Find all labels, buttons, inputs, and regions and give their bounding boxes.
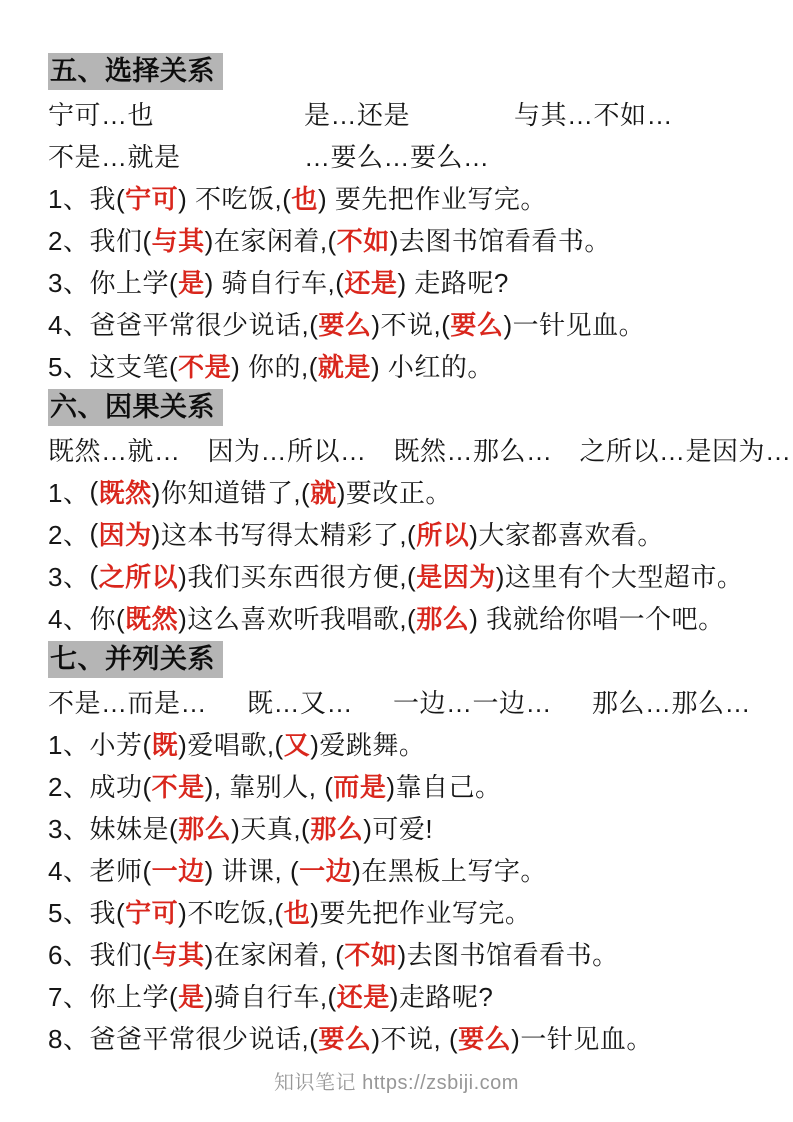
watermark [0, 1066, 793, 1095]
sentence-text-segment: )靠自己。 [386, 771, 502, 802]
sentence-text-segment: )不说,( [371, 309, 451, 340]
sentence [48, 302, 747, 344]
connective-pattern: 不是…就是 [48, 141, 181, 172]
sentence-number: 3、 [48, 561, 90, 592]
sentence-text-segment: ) 走路呢? [397, 267, 509, 298]
sentence [48, 596, 747, 638]
sentence [48, 1016, 747, 1058]
highlighted-word: 既然 [125, 603, 179, 634]
sentence-text-segment: 你上学( [89, 981, 179, 1012]
sentence [48, 848, 747, 890]
highlighted-word: 还是 [336, 981, 390, 1012]
sentence-text-segment: ) 我就给你唱一个吧。 [469, 603, 725, 634]
sentence-text-segment: 这支笔( [89, 351, 179, 382]
sentence-text-segment: ), 靠别人, ( [204, 771, 334, 802]
sentence-text-segment: )要改正。 [336, 477, 452, 508]
sentence [48, 176, 747, 218]
connective-row [48, 428, 792, 470]
sentence-text-segment: 我们( [89, 939, 152, 970]
sentence-text-segment: )不说, ( [371, 1023, 459, 1054]
sentence-text-segment: 我( [89, 897, 126, 928]
section-seven [48, 638, 752, 1058]
watermark-text: 知识笔记 https://zsbiji.com [274, 1072, 519, 1094]
highlighted-word: 与其 [151, 939, 205, 970]
sentence-text-segment: )在家闲着,( [204, 225, 337, 256]
highlighted-word: 是 [178, 267, 205, 298]
sentence-text-segment: )这本书写得太精彩了,( [151, 519, 417, 550]
sentence-text-segment: )一针见血。 [503, 309, 646, 340]
sentence [48, 932, 747, 974]
highlighted-word: 要么 [450, 309, 504, 340]
sentence-text-segment: 我( [89, 183, 126, 214]
sentence-text-segment: )走路呢? [389, 981, 494, 1012]
sentence-number: 4、 [48, 855, 90, 886]
highlighted-word: 既 [151, 729, 179, 760]
sentence-text-segment: )爱唱歌,( [178, 729, 284, 760]
sentence-text-segment: )我们买东西很方便,( [178, 561, 417, 592]
sentence-number: 2、 [48, 225, 90, 256]
highlighted-word: 也 [291, 183, 318, 214]
highlighted-word: 宁可 [125, 183, 179, 214]
highlighted-word: 之所以 [98, 561, 179, 592]
connective-pattern: 既然…那么… [393, 435, 553, 466]
sentence [48, 806, 747, 848]
sentence [48, 974, 747, 1016]
connective-pattern: 既…又… [247, 687, 354, 718]
highlighted-word: 就 [310, 477, 337, 508]
sentence-text-segment: ) 不吃饭,( [178, 183, 292, 214]
sentence [48, 890, 747, 932]
sentence-text-segment: ( [89, 559, 99, 590]
sentence-number: 6、 [48, 939, 90, 970]
sentence-text-segment: )这里有个大型超市。 [495, 561, 744, 592]
sentence-text-segment: )不吃饭,( [178, 897, 284, 928]
sentence-number: 8、 [48, 1023, 90, 1054]
highlighted-word: 因为 [98, 519, 152, 550]
sentence-text-segment: ) 讲课, ( [204, 855, 300, 886]
sentence-text-segment: 爸爸平常很少说话,( [89, 1023, 319, 1054]
sentence-text-segment: )可爱! [363, 813, 434, 844]
sentence-text-segment: ) 你的,( [231, 351, 318, 382]
connective-row [48, 680, 752, 722]
connective-pattern: …要么…要么… [304, 141, 490, 172]
connective-pattern: 那么…那么… [592, 687, 752, 718]
sentence-text-segment: )去图书馆看看书。 [397, 939, 619, 970]
sentence-number: 2、 [48, 519, 90, 550]
highlighted-word: 要么 [318, 1023, 372, 1054]
sentence-text-segment: 小芳( [89, 729, 152, 760]
section-title-row [48, 638, 747, 680]
sentence-text-segment: )要先把作业写完。 [310, 897, 532, 928]
highlighted-word: 一边 [151, 855, 205, 886]
connective-pattern: 因为…所以… [207, 435, 367, 466]
sentence-text-segment: )爱跳舞。 [310, 729, 426, 760]
sentence-text-segment: ( [89, 517, 99, 548]
connective-row [48, 92, 747, 134]
highlighted-word: 还是 [344, 267, 398, 298]
section-title: 五、选择关系 [48, 53, 223, 90]
section-title: 六、因果关系 [48, 389, 223, 426]
highlighted-word: 那么 [310, 813, 364, 844]
sentence [48, 512, 747, 554]
sentence-number: 4、 [48, 309, 90, 340]
section-five [48, 50, 747, 386]
sentence-number: 1、 [48, 183, 90, 214]
sentence-text-segment: )大家都喜欢看。 [469, 519, 664, 550]
highlighted-word: 又 [283, 729, 311, 760]
highlighted-word: 不是 [151, 771, 205, 802]
sentence-text-segment: 成功( [89, 771, 152, 802]
sentence-text-segment: )在家闲着, ( [204, 939, 345, 970]
sentence-text-segment: ( [89, 475, 99, 506]
sentence-number: 2、 [48, 771, 90, 802]
sentence [48, 218, 747, 260]
highlighted-word: 不如 [344, 939, 398, 970]
connective-pattern: 既然…就… [48, 435, 181, 466]
connective-pattern: 不是…而是… [48, 687, 208, 718]
connective-pattern: 之所以…是因为… [579, 435, 792, 466]
highlighted-word: 不如 [336, 225, 390, 256]
highlighted-word: 一边 [299, 855, 353, 886]
sentence [48, 470, 747, 512]
sentence-text-segment: )天真,( [231, 813, 311, 844]
highlighted-word: 与其 [151, 225, 205, 256]
sentence-text-segment: )你知道错了,( [151, 477, 311, 508]
sentence-number: 1、 [48, 477, 90, 508]
connective-pattern: 是…还是 [304, 99, 411, 130]
sentence-text-segment: 你上学( [89, 267, 179, 298]
sentence [48, 764, 747, 806]
sentence-number: 5、 [48, 897, 90, 928]
highlighted-word: 也 [283, 897, 311, 928]
sentence [48, 554, 747, 596]
connective-row [48, 134, 747, 176]
sentence-text-segment: 爸爸平常很少说话,( [89, 309, 319, 340]
connective-pattern: 与其…不如… [514, 99, 674, 130]
sentence-text-segment: )这么喜欢听我唱歌,( [178, 603, 417, 634]
highlighted-word: 所以 [416, 519, 470, 550]
sentence-number: 4、 [48, 603, 90, 634]
sentence-number: 1、 [48, 729, 90, 760]
section-six [48, 386, 792, 638]
sections-container [48, 50, 792, 1058]
section-title: 七、并列关系 [48, 641, 223, 678]
highlighted-word: 就是 [317, 351, 371, 382]
highlighted-word: 不是 [178, 351, 232, 382]
section-title-row [48, 386, 747, 428]
sentence-number: 7、 [48, 981, 90, 1012]
section-title-row [48, 50, 747, 92]
highlighted-word: 既然 [98, 477, 152, 508]
highlighted-word: 那么 [416, 603, 470, 634]
sentence-text-segment: 老师( [89, 855, 152, 886]
sentence-text-segment: )在黑板上写字。 [352, 855, 547, 886]
sentence-number: 3、 [48, 267, 90, 298]
sentence-text-segment: )去图书馆看看书。 [389, 225, 611, 256]
sentence-text-segment: ) 骑自行车,( [204, 267, 345, 298]
sentence-text-segment: ) 要先把作业写完。 [317, 183, 547, 214]
sentence-number: 5、 [48, 351, 90, 382]
highlighted-word: 而是 [333, 771, 387, 802]
connective-pattern: 一边…一边… [393, 687, 553, 718]
highlighted-word: 要么 [458, 1023, 512, 1054]
highlighted-word: 是因为 [416, 561, 496, 592]
sentence [48, 722, 747, 764]
highlighted-word: 那么 [178, 813, 232, 844]
highlighted-word: 宁可 [125, 897, 179, 928]
highlighted-word: 要么 [318, 309, 372, 340]
sentence-text-segment: ) 小红的。 [370, 351, 494, 382]
sentence-text-segment: )一针见血。 [511, 1023, 653, 1054]
sentence [48, 260, 747, 302]
sentence-text-segment: )骑自行车,( [204, 981, 337, 1012]
sentence-text-segment: 你( [89, 603, 126, 634]
connective-pattern: 宁可…也 [48, 99, 155, 130]
sentence [48, 344, 747, 386]
sentence-text-segment: 妹妹是( [89, 813, 179, 844]
highlighted-word: 是 [178, 981, 205, 1012]
sentence-number: 3、 [48, 813, 90, 844]
sentence-text-segment: 我们( [89, 225, 152, 256]
